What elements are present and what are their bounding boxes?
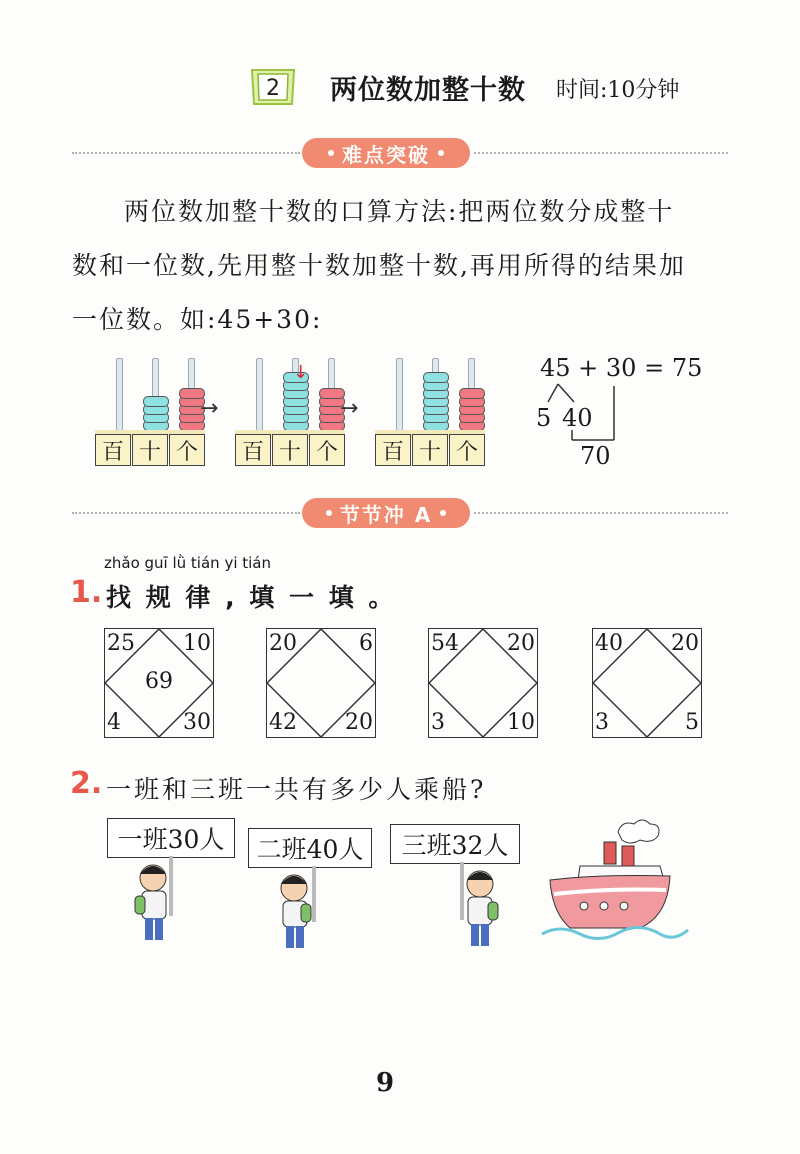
diamond-puzzle [428,628,538,738]
abacus-bead [459,388,485,399]
puzzle-corner-tl: 25 [107,631,135,656]
method-paragraph-line-2: 数和一位数,先用整十数加整十数,再用所得的结果加 [72,251,686,280]
section-divider-left [72,152,300,154]
place-value-labels [375,434,486,466]
method-paragraph-line-3: 一位数。如:45+30: [72,305,323,334]
calc-equation: 45 + 30 = 75 [540,354,703,382]
lesson-number: 2 [266,76,280,101]
lesson-title: 两位数加整十数 [330,75,526,106]
section-divider-right [474,152,728,154]
split-ones: 5 [536,404,552,432]
place-value-labels [95,434,206,466]
partial-sum: 70 [580,442,611,470]
method-paragraph-line-1: 两位数加整十数的口算方法:把两位数分成整十 [124,197,675,226]
section-title-pill [302,498,470,528]
abacus-step-1 [95,358,205,466]
section-divider-left [72,512,300,514]
puzzle-corner-bl: 3 [431,710,445,735]
q2-text: 一班和三班一共有多少人乘船? [106,775,487,804]
section-title: 难点突破 [342,142,430,167]
puzzle-corner-tr: 6 [359,631,373,656]
puzzle-corner-br: 20 [345,710,373,735]
place-value-label: 个 [169,434,205,466]
q1-text: 找 规 律 , 填 一 填 。 [106,583,397,612]
child-holding-sign-illustration [125,856,195,950]
arrow-icon: → [340,396,359,421]
puzzle-corner-bl: 4 [107,710,121,735]
move-down-arrow-icon: ↓ [293,362,309,383]
child-holding-sign-illustration [446,862,516,954]
q2-number: 2. [70,766,103,801]
place-value-label: 百 [235,434,271,466]
abacus-step-3 [375,358,485,466]
page-number: 9 [376,1068,395,1098]
class-sign-3: 三班32人 [390,824,520,864]
class-sign-2: 二班40人 [248,828,372,868]
q1-pinyin: zhǎo guī lǜ tián yi tián [104,554,271,572]
pill-dot-icon [326,510,332,516]
place-value-label: 十 [412,434,448,466]
abacus-step-2 [235,358,345,466]
pill-dot-icon [438,150,444,156]
section-title-pill [302,138,470,168]
arrow-icon: → [200,396,219,421]
place-value-label: 十 [272,434,308,466]
abacus-bead [143,396,169,407]
diamond-puzzle [104,628,214,738]
puzzle-corner-br: 10 [507,710,535,735]
class-sign-1: 一班30人 [107,818,235,858]
puzzle-corner-br: 30 [183,710,211,735]
puzzle-corner-tl: 20 [269,631,297,656]
diamond-puzzle [592,628,702,738]
time-label: 时间:10分钟 [556,78,680,103]
abacus-rod [396,358,403,434]
place-value-label: 十 [132,434,168,466]
pill-dot-icon [440,510,446,516]
puzzle-corner-tr: 20 [507,631,535,656]
section-title: 节节冲 A [339,502,433,527]
place-value-label: 个 [449,434,485,466]
puzzle-corner-tr: 10 [183,631,211,656]
diamond-puzzle [266,628,376,738]
puzzle-answer[interactable]: 69 [145,669,173,694]
child-holding-sign-illustration [268,866,338,956]
place-value-label: 百 [95,434,131,466]
puzzle-corner-bl: 42 [269,710,297,735]
puzzle-corner-tr: 20 [671,631,699,656]
split-tens: 40 [562,404,593,432]
puzzle-corner-br: 5 [685,710,699,735]
q1-number: 1. [70,575,103,610]
section-divider-right [474,512,728,514]
puzzle-corner-bl: 3 [595,710,609,735]
abacus-rod [116,358,123,434]
lesson-number-badge [248,64,298,108]
place-value-labels [235,434,346,466]
puzzle-corner-tl: 40 [595,631,623,656]
place-value-label: 个 [309,434,345,466]
abacus-rod [256,358,263,434]
ship-illustration [540,816,690,950]
place-value-label: 百 [375,434,411,466]
pill-dot-icon [328,150,334,156]
abacus-bead [423,372,449,383]
puzzle-corner-tl: 54 [431,631,459,656]
